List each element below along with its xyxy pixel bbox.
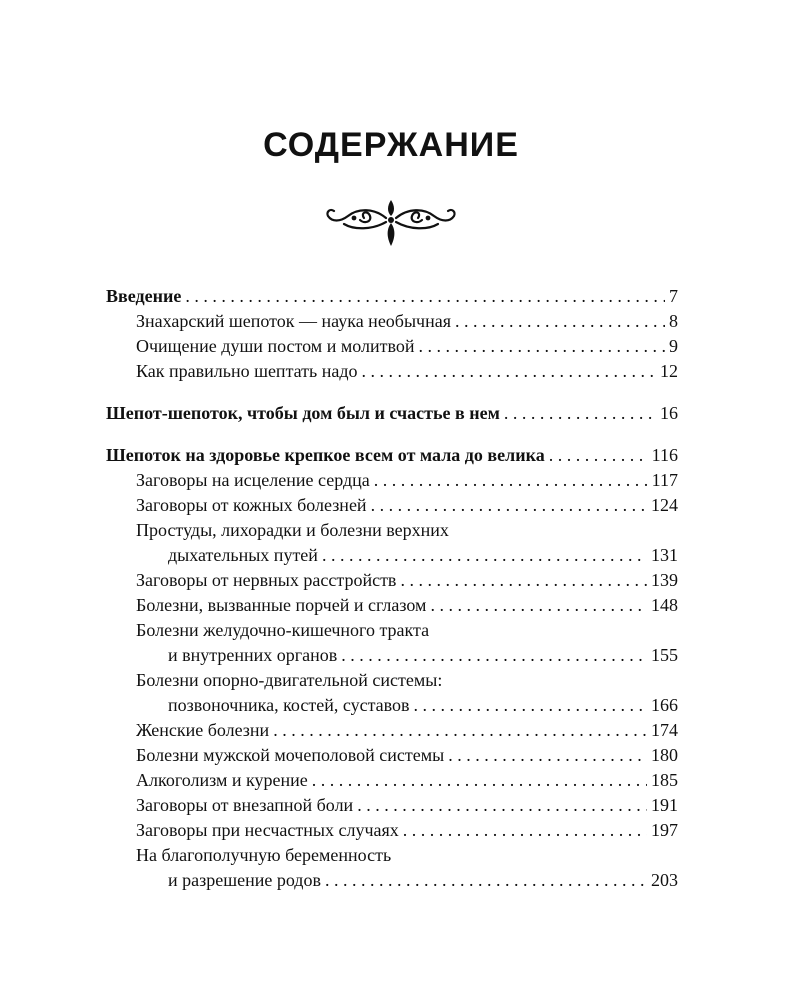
toc-entry[interactable] <box>106 818 678 843</box>
toc-entry[interactable] <box>106 693 678 718</box>
toc-entry-continuation: и внутренних органов <box>168 645 338 665</box>
toc-page-number: 197 <box>651 820 678 840</box>
leader-dots <box>418 334 665 359</box>
toc-page-number: 148 <box>651 595 678 615</box>
leader-dots <box>549 443 648 468</box>
toc-entry[interactable] <box>106 309 678 334</box>
toc-entry-label: Заговоры на исцеление сердца <box>136 470 370 490</box>
leader-dots <box>273 718 647 743</box>
leader-dots <box>414 693 647 718</box>
toc-page-number: 185 <box>651 770 678 790</box>
toc-entry[interactable] <box>106 334 678 359</box>
toc-page-number: 180 <box>651 745 678 765</box>
leader-dots <box>455 309 665 334</box>
toc-entry-label: Алкоголизм и курение <box>136 770 308 790</box>
toc-entry-continuation: дыхательных путей <box>168 545 318 565</box>
toc-entry[interactable] <box>106 718 678 743</box>
toc-entry-label: Заговоры от кожных болезней <box>136 495 367 515</box>
toc-entry[interactable] <box>106 543 678 568</box>
toc-entry[interactable] <box>106 743 678 768</box>
leader-dots <box>312 768 647 793</box>
toc-entry[interactable] <box>106 793 678 818</box>
toc-entry-label: Знахарский шепоток — наука необычная <box>136 311 452 331</box>
toc-entry-label: Шепот-шепоток, чтобы дом был и счастье в нем <box>106 403 500 423</box>
leader-dots <box>371 493 647 518</box>
toc-page-number: 139 <box>651 570 678 590</box>
toc-entry[interactable] <box>106 568 678 593</box>
toc-entry-label: Введение <box>106 286 182 306</box>
leader-dots <box>362 359 656 384</box>
toc-entry-label: Шепоток на здоровье крепкое всем от мала до велика <box>106 445 545 465</box>
toc-entry-intro[interactable] <box>106 284 678 309</box>
leader-dots <box>322 543 647 568</box>
leader-dots <box>400 568 647 593</box>
toc-entry[interactable] <box>106 593 678 618</box>
toc-entry-label: Заговоры от внезапной боли <box>136 795 354 815</box>
toc-entry-label: Очищение души постом и молитвой <box>136 336 415 356</box>
toc-entry-label: Болезни, вызванные порчей и сглазом <box>136 595 427 615</box>
toc-page-number: 124 <box>651 495 678 515</box>
leader-dots <box>448 743 647 768</box>
toc-page-number: 16 <box>660 403 678 423</box>
toc-entry-continuation: позвоночника, костей, суставов <box>168 695 410 715</box>
toc-page-number: 7 <box>669 286 678 306</box>
toc-entry[interactable] <box>106 493 678 518</box>
toc-entry[interactable] <box>106 868 678 893</box>
toc-page-number: 131 <box>651 545 678 565</box>
leader-dots <box>357 793 647 818</box>
toc-entry-label: Заговоры при несчастных случаях <box>136 820 399 840</box>
toc-entry[interactable] <box>106 768 678 793</box>
toc-entry-label[interactable]: Болезни опорно-двигательной системы: <box>136 670 443 690</box>
toc-entry-continuation: и разрешение родов <box>168 870 321 890</box>
toc-entry-label: Женские болезни <box>136 720 270 740</box>
toc-entry[interactable] <box>106 359 678 384</box>
flourish-ornament-icon <box>324 196 458 250</box>
leader-dots <box>325 868 647 893</box>
toc-entry-label[interactable]: Простуды, лихорадки и болезни верхних <box>136 520 449 540</box>
toc-page-number: 203 <box>651 870 678 890</box>
leader-dots <box>374 468 648 493</box>
toc-page-number: 116 <box>651 445 678 465</box>
toc-entry-label: Как правильно шептать надо <box>136 361 358 381</box>
toc-page-number: 12 <box>660 361 678 381</box>
toc-entry-label: Болезни мужской мочеполовой системы <box>136 745 445 765</box>
toc-page-number: 8 <box>669 311 678 331</box>
leader-dots <box>504 401 656 426</box>
toc-page-number: 117 <box>651 470 678 490</box>
toc-entry-label[interactable]: На благополучную беременность <box>136 845 392 865</box>
table-of-contents <box>106 284 678 893</box>
toc-page-number: 191 <box>651 795 678 815</box>
leader-dots <box>341 643 647 668</box>
toc-page-number: 9 <box>669 336 678 356</box>
toc-entry-chapter-1[interactable] <box>106 401 678 426</box>
leader-dots <box>430 593 647 618</box>
leader-dots <box>185 284 665 309</box>
toc-entry-label: Заговоры от нервных расстройств <box>136 570 397 590</box>
toc-entry[interactable] <box>106 643 678 668</box>
toc-entry-chapter-2[interactable] <box>106 443 678 468</box>
page-title: СОДЕРЖАНИЕ <box>263 126 519 164</box>
toc-page-number: 155 <box>651 645 678 665</box>
toc-page-number: 166 <box>651 695 678 715</box>
toc-page-number: 174 <box>651 720 678 740</box>
leader-dots <box>403 818 647 843</box>
toc-entry[interactable] <box>106 468 678 493</box>
toc-entry-label[interactable]: Болезни желудочно-кишечного тракта <box>136 620 430 640</box>
